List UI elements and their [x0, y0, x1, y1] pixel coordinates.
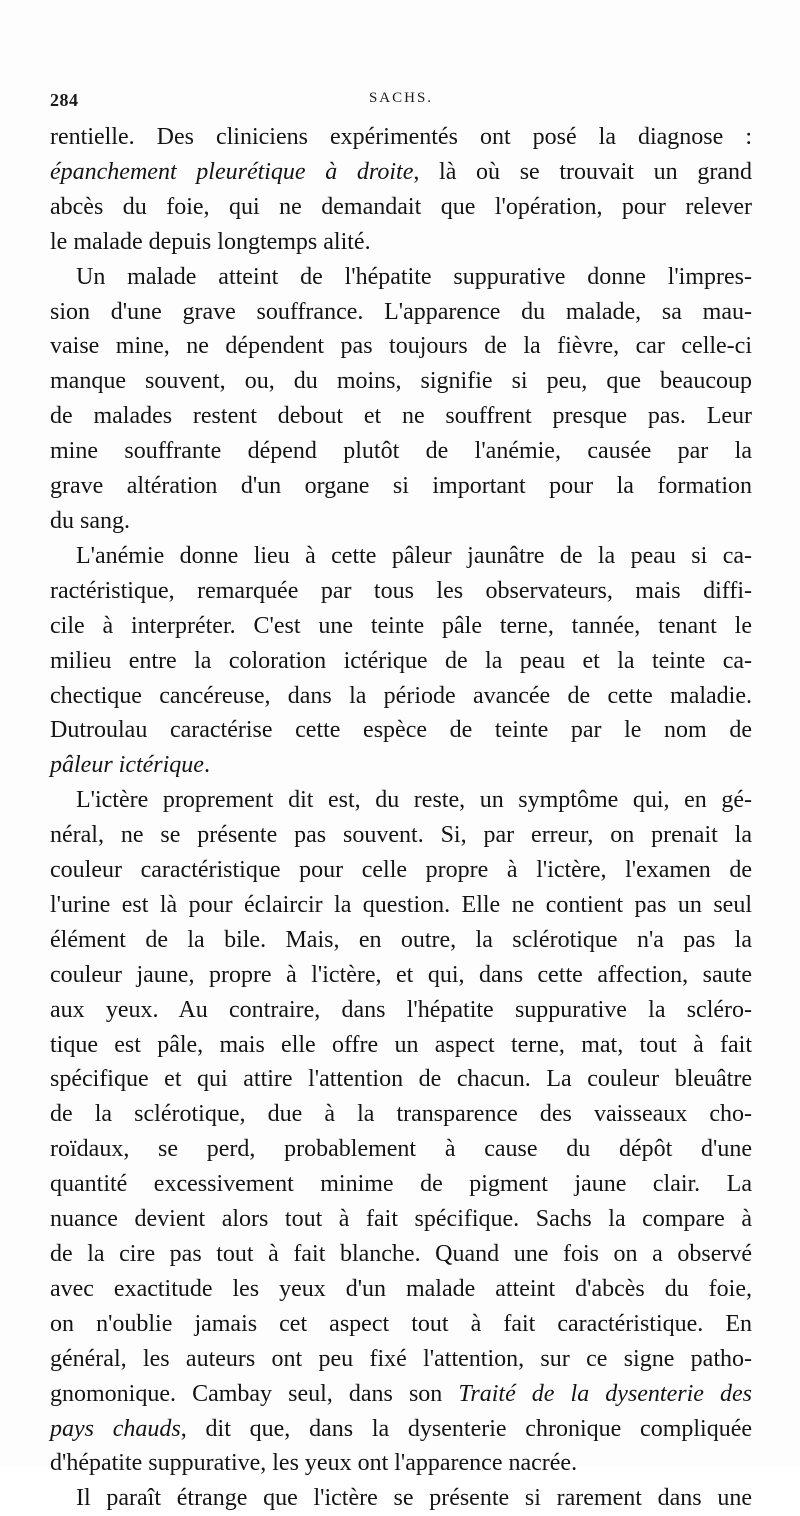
text-line: chectique cancéreuse, dans la période avancée de cette maladie.	[50, 682, 752, 709]
text-line: le malade depuis longtemps alité.	[50, 228, 371, 255]
text-line: avec exactitude les yeux d'un malade atteint d'abcès du foie,	[50, 1275, 752, 1302]
text-line: de la cire pas tout à fait blanche. Quand une fois on a observé	[50, 1241, 752, 1267]
text-line: général, les auteurs ont peu fixé l'attention, sur ce signe patho-	[50, 1345, 752, 1372]
text-line: d'hépatite suppurative, les yeux ont l'apparence nacrée.	[50, 1450, 578, 1477]
text-line: roïdaux, se perd, probablement à cause du dépôt d'une	[50, 1136, 752, 1163]
text-line: quantité excessivement minime de pigment jaune clair. La	[50, 1171, 752, 1198]
italic-text: Traité de la dysenterie des	[458, 1380, 752, 1407]
text-line: sion d'une grave souffrance. L'apparence du malade, sa mau-	[50, 298, 752, 325]
page-header	[50, 90, 752, 116]
text-line: abcès du foie, qui ne demandait que l'opération, pour relever	[50, 193, 752, 220]
text-line: nuance devient alors tout à fait spécifique. Sachs la compare à	[50, 1206, 752, 1233]
text-line: Dutroulau caractérise cette espèce de teinte par le nom de	[50, 717, 752, 744]
text-line: aux yeux. Au contraire, dans l'hépatite suppurative la scléro-	[50, 996, 752, 1023]
text-line: L'ictère proprement dit est, du reste, un symptôme qui, en gé-	[76, 787, 752, 814]
text-line: Un malade atteint de l'hépatite suppurative donne l'impres-	[76, 263, 752, 290]
text-line: de malades restent debout et ne souffrent presque pas. Leur	[50, 403, 752, 430]
text-line	[50, 1377, 752, 1412]
text-line: on n'oublie jamais cet aspect tout à fait caractéristique. En	[50, 1310, 752, 1337]
text-line: tique est pâle, mais elle offre un aspect terne, mat, tout à fait	[50, 1031, 752, 1058]
body-text	[50, 120, 752, 1516]
text-segment: , dit que, dans la dysenterie chronique compliquée	[180, 1415, 753, 1442]
running-head: SACHS.	[368, 90, 434, 106]
italic-text: pays chauds	[50, 1415, 181, 1442]
text-line: couleur jaune, propre à l'ictère, et qui, dans cette affection, saute	[50, 961, 752, 988]
italic-text: pâleur ictérique	[50, 752, 204, 779]
text-line: l'urine est là pour éclaircir la question. Elle ne contient pas un seul	[50, 891, 752, 918]
text-line	[50, 748, 752, 783]
text-line	[50, 1412, 752, 1447]
text-line: cile à interpréter. C'est une teinte pâle terne, tannée, tenant le	[50, 612, 752, 639]
text-line: L'anémie donne lieu à cette pâleur jaunâtre de la peau si ca-	[76, 542, 752, 569]
text-line: élément de la bile. Mais, en outre, la sclérotique n'a pas la	[50, 926, 752, 953]
text-line: manque souvent, ou, du moins, signifie si peu, que beaucoup	[50, 368, 752, 395]
text-segment: .	[203, 752, 210, 779]
text-line: rentielle. Des cliniciens expérimentés ont posé la diagnose :	[50, 124, 752, 150]
text-line: de la sclérotique, due à la transparence des vaisseaux cho-	[50, 1101, 752, 1128]
text-line: Il paraît étrange que l'ictère se présente si rarement dans une	[76, 1485, 752, 1512]
page-number: 284	[50, 90, 79, 110]
text-line: milieu entre la coloration ictérique de la peau et la teinte ca-	[50, 647, 752, 674]
text-line: ractéristique, remarquée par tous les observateurs, mais diffi-	[50, 577, 752, 604]
text-line: du sang.	[50, 507, 130, 534]
text-line: couleur caractéristique pour celle propre à l'ictère, l'examen de	[50, 857, 752, 884]
text-line: spécifique et qui attire l'attention de chacun. La couleur bleuâtre	[50, 1066, 752, 1093]
text-line: néral, ne se présente pas souvent. Si, par erreur, on prenait la	[50, 822, 752, 849]
text-line	[50, 155, 752, 190]
text-line: grave altération d'un organe si important pour la formation	[50, 473, 752, 500]
italic-text: épanchement pleurétique à droite	[50, 158, 414, 185]
text-segment: gnomonique. Cambay seul, dans son	[50, 1380, 459, 1407]
text-line: mine souffrante dépend plutôt de l'anémie, causée par la	[50, 438, 752, 465]
text-line: vaise mine, ne dépendent pas toujours de la fièvre, car celle-ci	[50, 333, 752, 360]
text-segment: , là où se trouvait un grand	[413, 158, 752, 185]
